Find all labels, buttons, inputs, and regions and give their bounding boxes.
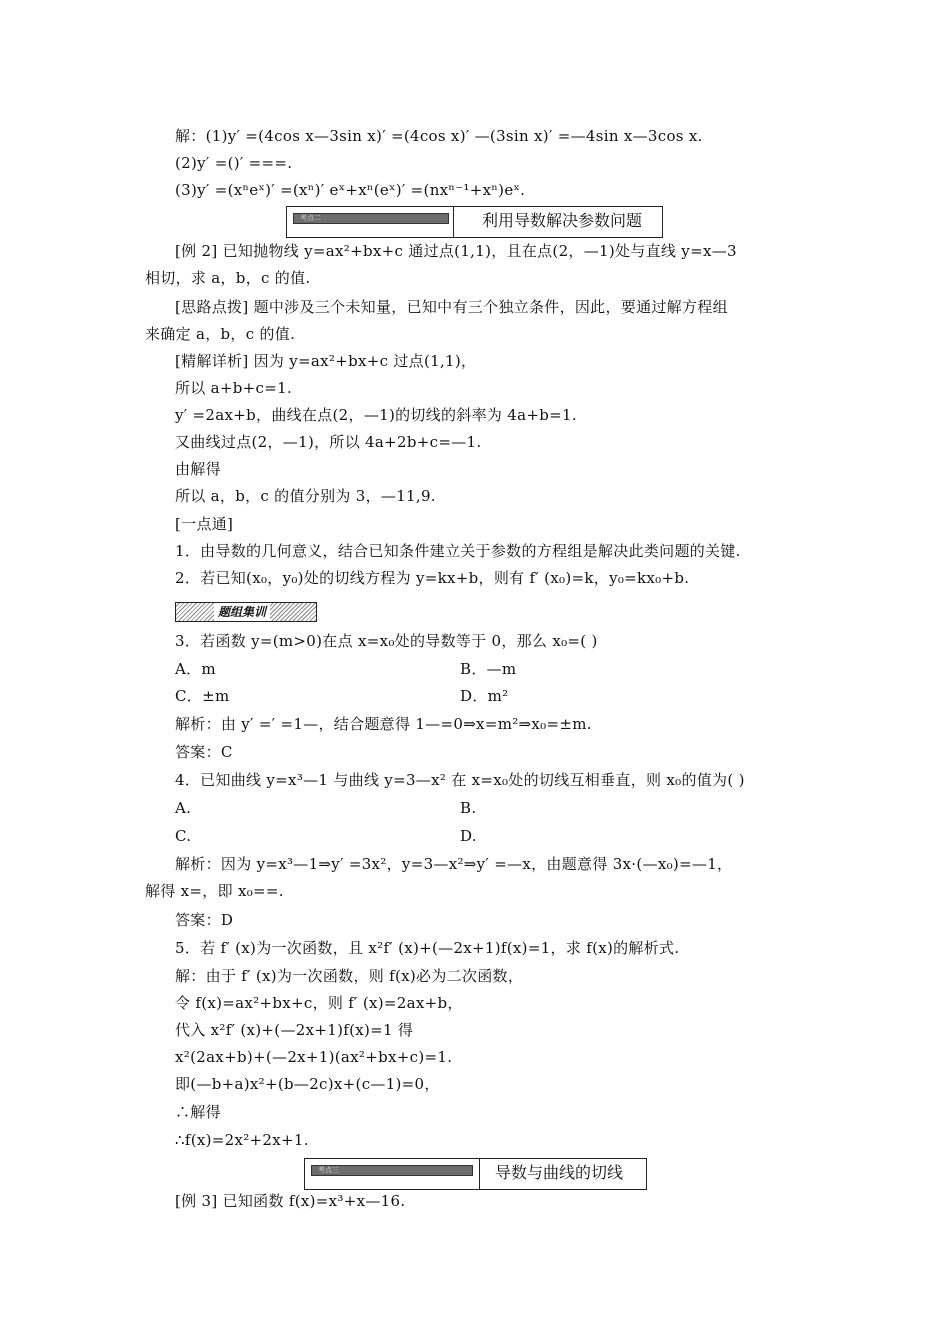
text-line: (2)y′ =()′ ===. [175,154,293,172]
option-line: B. [460,799,477,817]
text-line: 3．若函数 y=(m>0)在点 x=x₀处的导数等于 0，那么 x₀=( ) [175,632,598,650]
text-line: [思路点拨] 题中涉及三个未知量，已知中有三个独立条件，因此，要通过解方程组 [175,298,728,316]
text-line: [一点通] [175,515,234,533]
section-title: 导数与曲线的切线 [495,1163,624,1182]
text-line: 解得 x=，即 x₀==. [145,882,284,900]
option-line: D．m² [460,687,509,705]
text-line: [例 2] 已知抛物线 y=ax²+bx+c 通过点(1,1)，且在点(2，—1)处与直线 y=x—3 [175,242,737,260]
text-line: 1．由导数的几何意义，结合已知条件建立关于参数的方程组是解决此类问题的关键. [175,542,741,560]
text-line: (3)y′ =(xⁿeˣ)′ =(xⁿ)′ eˣ+xⁿ(eˣ)′ =(nxⁿ⁻¹+xⁿ)eˣ. [175,181,526,199]
text-line: 4．已知曲线 y=x³—1 与曲线 y=3—x² 在 x=x₀处的切线互相垂直，则 x₀的值为( ) [175,771,745,789]
text-line: 解析：由 y′ =′ =1—，结合题意得 1—=0⇒x=m²⇒x₀=±m. [175,715,592,733]
text-line: 相切，求 a，b，c 的值. [145,269,311,287]
text-line: 来确定 a，b，c 的值. [145,325,296,343]
text-line: 由解得 [175,460,221,478]
text-line: A. [175,799,192,817]
text-line: C．±m [175,687,230,705]
text-line: 又曲线过点(2，—1)，所以 4a+2b+c=—1. [175,433,482,451]
text-line: A．m [175,660,216,678]
text-line: 所以 a+b+c=1. [175,379,293,397]
text-line: 代入 x²f′ (x)+(—2x+1)f(x)=1 得 [175,1021,414,1039]
option-line: B．—m [460,660,517,678]
text-line: 解析：因为 y=x³—1⇒y′ =3x²，y=3—x²⇒y′ =—x，由题意得 3x·(—x₀)=—1， [175,855,733,873]
text-line: [例 3] 已知函数 f(x)=x³+x—16. [175,1192,406,1210]
text-line: ∴f(x)=2x²+2x+1. [175,1131,309,1149]
text-line: 令 f(x)=ax²+bx+c，则 f′ (x)=2ax+b， [175,994,463,1012]
text-line: 答案：D [175,911,234,929]
text-line: 5．若 f′ (x)为一次函数，且 x²f′ (x)+(—2x+1)f(x)=1，求 f(x)的解析式. [175,939,680,957]
text-line: x²(2ax+b)+(—2x+1)(ax²+bx+c)=1. [175,1048,453,1066]
text-line: 答案：C [175,743,233,761]
exercise-group-label: 题组集训 [175,602,317,622]
text-line: [精解详析] 因为 y=ax²+bx+c 过点(1,1)， [175,352,477,370]
text-line: 解：(1)y′ =(4cos x—3sin x)′ =(4cos x)′ —(3sin x)′ =—4sin x—3cos x. [175,127,703,145]
text-line: 所以 a，b，c 的值分别为 3，—11,9. [175,487,436,505]
text-line: y′ =2ax+b，曲线在点(2，—1)的切线的斜率为 4a+b=1. [175,406,577,424]
text-line: C. [175,827,192,845]
text-line: 即(—b+a)x²+(b—2c)x+(c—1)=0， [175,1075,440,1093]
section-tag: 考点二 [293,213,449,224]
text-line: 解：由于 f′ (x)为一次函数，则 f(x)必为二次函数， [175,967,524,985]
section-tag: 考点三 [311,1165,473,1176]
section-banner-parameter-problems [286,206,663,238]
text-line: 2．若已知(x₀，y₀)处的切线方程为 y=kx+b，则有 f′ (x₀)=k，y₀=kx₀+b. [175,569,690,587]
section-banner-tangent-lines [304,1158,647,1190]
text-line: ∴解得 [175,1103,221,1121]
option-line: D. [460,827,477,845]
section-title: 利用导数解决参数问题 [482,211,643,230]
